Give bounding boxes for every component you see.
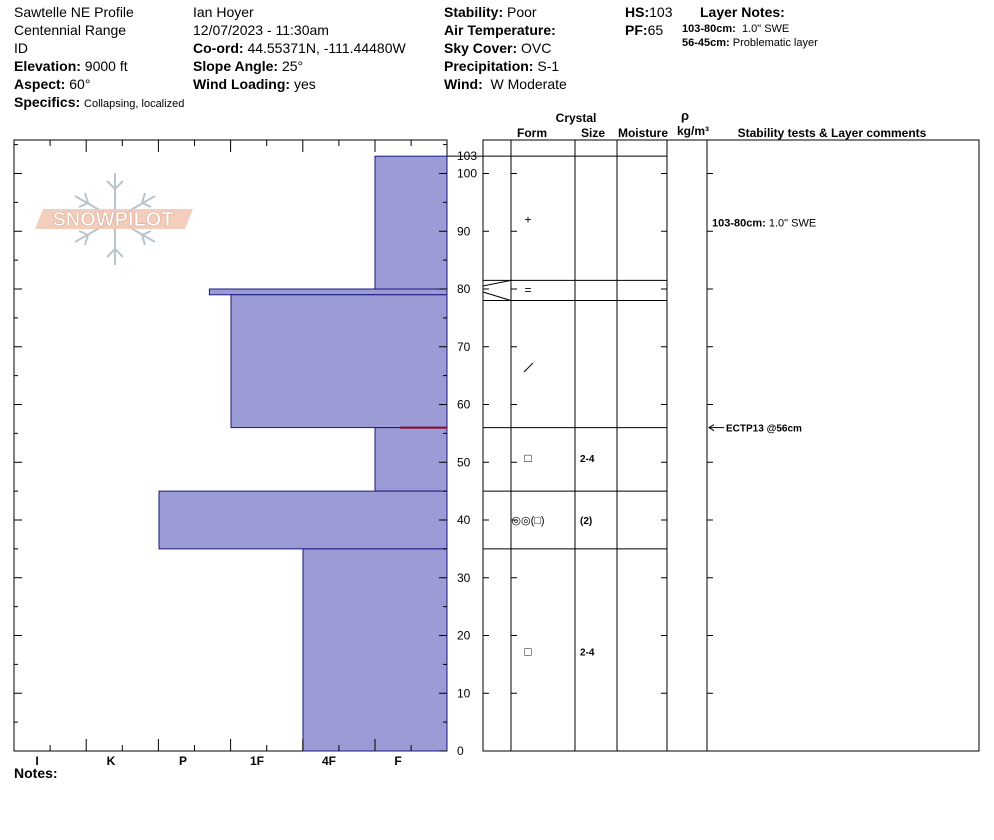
hardness-label: I [35, 754, 39, 768]
range-name: Centennial Range [14, 22, 127, 38]
crystal-size: 2-4 [580, 647, 595, 659]
layer-note: 56-45cm: Problematic layer [682, 37, 818, 49]
height-label: 10 [457, 686, 471, 701]
comment-ticks [483, 174, 713, 752]
specifics: Specifics: Collapsing, localized [14, 94, 185, 110]
layer-note: 103-80cm: 1.0" SWE [682, 23, 790, 35]
stability: Stability: Poor [444, 4, 537, 20]
rho-header: ρ [680, 108, 690, 123]
hardness-label: 4F [321, 754, 337, 768]
height-label: 70 [457, 339, 471, 354]
aspect: Aspect: 60° [14, 76, 91, 92]
hardness-bar [231, 295, 447, 428]
height-label: 100 [457, 166, 478, 181]
crystal-size: (2) [580, 516, 593, 527]
height-label: 20 [457, 628, 471, 643]
height-label: 90 [457, 224, 471, 239]
observer: Ian Hoyer [193, 4, 254, 20]
precipitation: Precipitation: S-1 [444, 58, 560, 74]
height-label: 80 [457, 282, 471, 296]
profile-layer-lines [447, 156, 667, 549]
hardness-bar [375, 428, 447, 492]
density-header: kg/m³ [676, 124, 710, 138]
hardness-label: K [106, 754, 116, 768]
slope-angle: Slope Angle: 25° [193, 58, 304, 74]
hardness-label: F [394, 754, 402, 768]
snowpilot-logo [35, 173, 193, 265]
elevation: Elevation: 9000 ft [14, 58, 128, 74]
hardness-label: 1F [249, 754, 265, 768]
stability-header: Stability tests & Layer comments [737, 126, 927, 140]
crystal-form: = [524, 283, 532, 298]
profile-table-frame [483, 140, 979, 751]
hardness-bar [159, 491, 447, 549]
connector-line [483, 292, 511, 301]
crystal-form: □ [524, 451, 532, 466]
hardness-label: P [178, 754, 188, 768]
connector-line [483, 280, 511, 286]
hardness-bar [375, 156, 447, 289]
moisture-header: Moisture [617, 126, 669, 140]
state: ID [14, 40, 28, 56]
wind: Wind: W Moderate [444, 76, 567, 92]
layer-comments [709, 218, 816, 435]
hardness-layers [159, 156, 447, 751]
air-temperature: Air Temperature: [444, 22, 556, 38]
crystal-size: 2-4 [580, 454, 595, 466]
crystal-form: □ [524, 644, 532, 659]
pf: PF:65 [625, 22, 664, 38]
form-header: Form [517, 126, 547, 140]
hs-label: 103 [457, 149, 478, 164]
profile-name: Sawtelle NE Profile [14, 4, 134, 20]
crystal-form: ◎◎(□) [511, 515, 545, 527]
notes-label: Notes: [14, 765, 58, 781]
stability-test: ECTP13 @56cm [726, 423, 802, 435]
crystal-rows [511, 213, 594, 659]
height-label: 30 [457, 570, 471, 585]
height-label: 50 [457, 455, 471, 470]
crystal-header: Crystal [555, 111, 597, 125]
hs: HS:103 [625, 4, 673, 20]
crystal-form: + [524, 212, 532, 227]
crystal-form [524, 363, 533, 372]
wind-loading: Wind Loading: yes [193, 76, 316, 92]
coordinates: Co-ord: 44.55371N, -111.44480W [193, 40, 406, 56]
height-label: 0 [457, 744, 464, 758]
hardness-bar [209, 289, 447, 295]
hardness-bar [303, 549, 447, 751]
datetime: 12/07/2023 - 11:30am [193, 22, 329, 38]
layer-notes-title: Layer Notes: [700, 4, 785, 20]
size-header: Size [580, 126, 606, 140]
height-label: 40 [457, 513, 471, 527]
logo-text: SNOWPILOT [52, 209, 174, 231]
layer-comment: 103-80cm: 1.0" SWE [712, 217, 817, 230]
height-label: 60 [457, 397, 471, 412]
sky-cover: Sky Cover: OVC [444, 40, 552, 56]
